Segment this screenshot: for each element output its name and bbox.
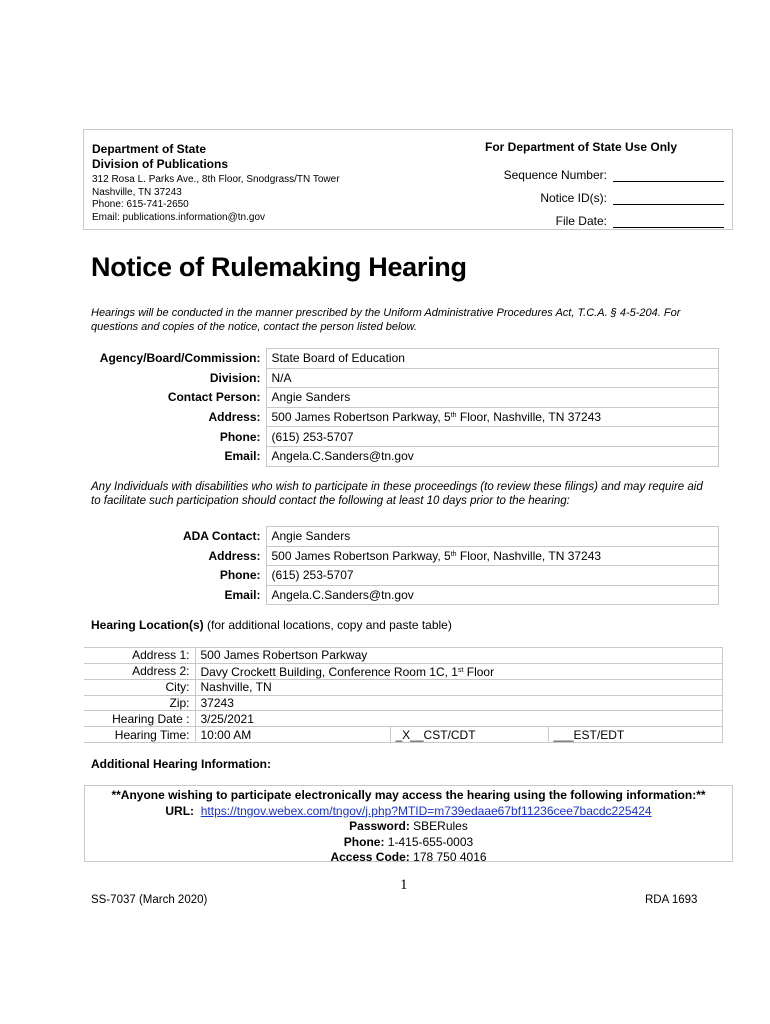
- ada-contact-value: Angie Sanders: [266, 527, 718, 547]
- sequence-number-field[interactable]: [613, 169, 724, 182]
- table-row: [84, 711, 723, 727]
- table-row: [84, 663, 723, 679]
- ada-contact-label: ADA Contact:: [85, 527, 266, 547]
- address-part: Floor: [463, 664, 495, 679]
- email-label: Email:: [85, 446, 266, 466]
- use-only-heading: For Department of State Use Only: [485, 140, 678, 154]
- electronic-access-notice: **Anyone wishing to participate electronically may access the hearing using the following information:**: [111, 788, 706, 802]
- hearing-date-label: Hearing Date :: [84, 711, 195, 727]
- ada-email-value: Angela.C.Sanders@tn.gov: [266, 585, 718, 605]
- address-part: 500 James Robertson Parkway, 5: [271, 548, 451, 563]
- table-row: [85, 566, 718, 586]
- city-value: Nashville, TN: [195, 679, 723, 695]
- disabilities-notice: Any Individuals with disabilities who wish to participate in these proceedings (to review these filings) and may require aid to facilitate such participation should contact the following at least 10 days prior to the hearing:: [91, 481, 703, 507]
- ada-table: [85, 526, 719, 605]
- department-email: Email: publications.information@tn.gov: [92, 211, 266, 223]
- file-date-row: [484, 208, 724, 228]
- hearing-time-label: Hearing Time:: [84, 727, 195, 743]
- table-row: [85, 407, 718, 427]
- ada-email-label: Email:: [85, 585, 266, 605]
- division-name: Division of Publications: [92, 157, 229, 171]
- ada-phone-label: Phone:: [85, 566, 266, 586]
- address-part: Floor, Nashville, TN 37243: [456, 410, 602, 425]
- agency-label: Agency/Board/Commission:: [85, 349, 266, 369]
- table-row: [85, 446, 718, 466]
- department-phone: Phone: 615-741-2650: [92, 199, 189, 210]
- address1-label: Address 1:: [84, 648, 195, 664]
- file-date-field[interactable]: [613, 215, 724, 228]
- url-label: URL:: [165, 803, 195, 818]
- access-code-row: [85, 850, 732, 866]
- phone-label: Phone:: [343, 834, 385, 849]
- department-info: [92, 142, 340, 224]
- zip-value: 37243: [195, 695, 723, 711]
- contact-label: Contact Person:: [85, 388, 266, 408]
- email-value: Angela.C.Sanders@tn.gov: [266, 446, 718, 466]
- access-code-label: Access Code:: [330, 850, 410, 865]
- address-part: Davy Crockett Building, Conference Room 1C, 1: [200, 664, 458, 679]
- agency-value: State Board of Education: [266, 349, 718, 369]
- table-row: [84, 648, 723, 664]
- phone-label: Phone:: [85, 427, 266, 447]
- division-label: Division:: [85, 368, 266, 388]
- table-row: [85, 349, 718, 369]
- department-name: Department of State: [92, 142, 207, 156]
- header-box: [83, 129, 733, 230]
- table-row: [85, 546, 718, 566]
- address-superscript: st: [457, 666, 464, 674]
- access-code-value: 178 750 4016: [409, 850, 487, 865]
- notice-id-field[interactable]: [613, 192, 724, 205]
- hearing-location-table: [84, 647, 723, 743]
- sequence-number-row: [484, 162, 724, 182]
- agency-table: [85, 348, 719, 467]
- address-label: Address:: [85, 407, 266, 427]
- address-superscript: th: [450, 412, 457, 420]
- url-row: [85, 804, 732, 820]
- additional-info-line: [85, 788, 732, 804]
- city-label: City:: [84, 679, 195, 695]
- address-superscript: th: [450, 550, 457, 558]
- address-value: [266, 407, 718, 427]
- notice-id-row: [484, 185, 724, 205]
- table-row: [85, 527, 718, 547]
- ada-address-label: Address:: [85, 546, 266, 566]
- hearing-time-value: 10:00 AM: [195, 727, 390, 743]
- address2-value: [195, 663, 723, 679]
- ada-phone-value: (615) 253-5707: [266, 566, 718, 586]
- phone-value: (615) 253-5707: [266, 427, 718, 447]
- timezone-cst: _X__CST/CDT: [390, 727, 548, 743]
- division-value: N/A: [266, 368, 718, 388]
- table-row: [85, 427, 718, 447]
- password-row: [85, 819, 732, 835]
- page-number: 1: [400, 877, 408, 893]
- timezone-est: ___EST/EDT: [548, 727, 723, 743]
- state-use-only: [484, 140, 724, 228]
- hearing-date-value: 3/25/2021: [195, 711, 723, 727]
- contact-value: Angie Sanders: [266, 388, 718, 408]
- password-label: Password:: [349, 819, 410, 834]
- rda-number: RDA 1693: [645, 894, 698, 906]
- webex-link[interactable]: https://tngov.webex.com/tngov/j.php?MTID=m739edaae67bf11236cee7bacdc225424: [200, 803, 652, 818]
- additional-info-heading: Additional Hearing Information:: [91, 757, 271, 771]
- address-part: 500 James Robertson Parkway, 5: [271, 410, 451, 425]
- form-id: SS-7037 (March 2020): [91, 894, 208, 906]
- table-row: [85, 388, 718, 408]
- department-address: 312 Rosa L. Parks Ave., 8th Floor, Snodgrass/TN Tower: [92, 174, 340, 185]
- sequence-number-label: Sequence Number:: [503, 168, 607, 182]
- table-row: [85, 585, 718, 605]
- department-city: Nashville, TN 37243: [92, 186, 182, 198]
- password-value: SBERules: [409, 819, 468, 834]
- table-row: [84, 727, 723, 743]
- address-part: Floor, Nashville, TN 37243: [456, 548, 602, 563]
- phone-value: 1-415-655-0003: [384, 834, 474, 849]
- intro-text: Hearings will be conducted in the manner prescribed by the Uniform Administrative Procedures Act, T.C.A. § 4-5-204. For questions and copies of the notice, contact the person listed below.: [91, 307, 681, 333]
- phone-row: [85, 835, 732, 851]
- page-title: Notice of Rulemaking Hearing: [91, 252, 467, 282]
- table-row: [84, 695, 723, 711]
- hearing-locations-bold: Hearing Location(s): [91, 618, 204, 632]
- address2-label: Address 2:: [84, 663, 195, 679]
- ada-address-value: [266, 546, 718, 566]
- table-row: [85, 368, 718, 388]
- notice-id-label: Notice ID(s):: [540, 191, 607, 205]
- hearing-locations-note: (for additional locations, copy and paste table): [203, 618, 452, 632]
- table-row: [84, 679, 723, 695]
- hearing-locations-heading: [91, 618, 452, 632]
- zip-label: Zip:: [84, 695, 195, 711]
- file-date-label: File Date:: [555, 214, 607, 228]
- additional-info-box: [84, 785, 733, 865]
- address1-value: 500 James Robertson Parkway: [195, 648, 723, 664]
